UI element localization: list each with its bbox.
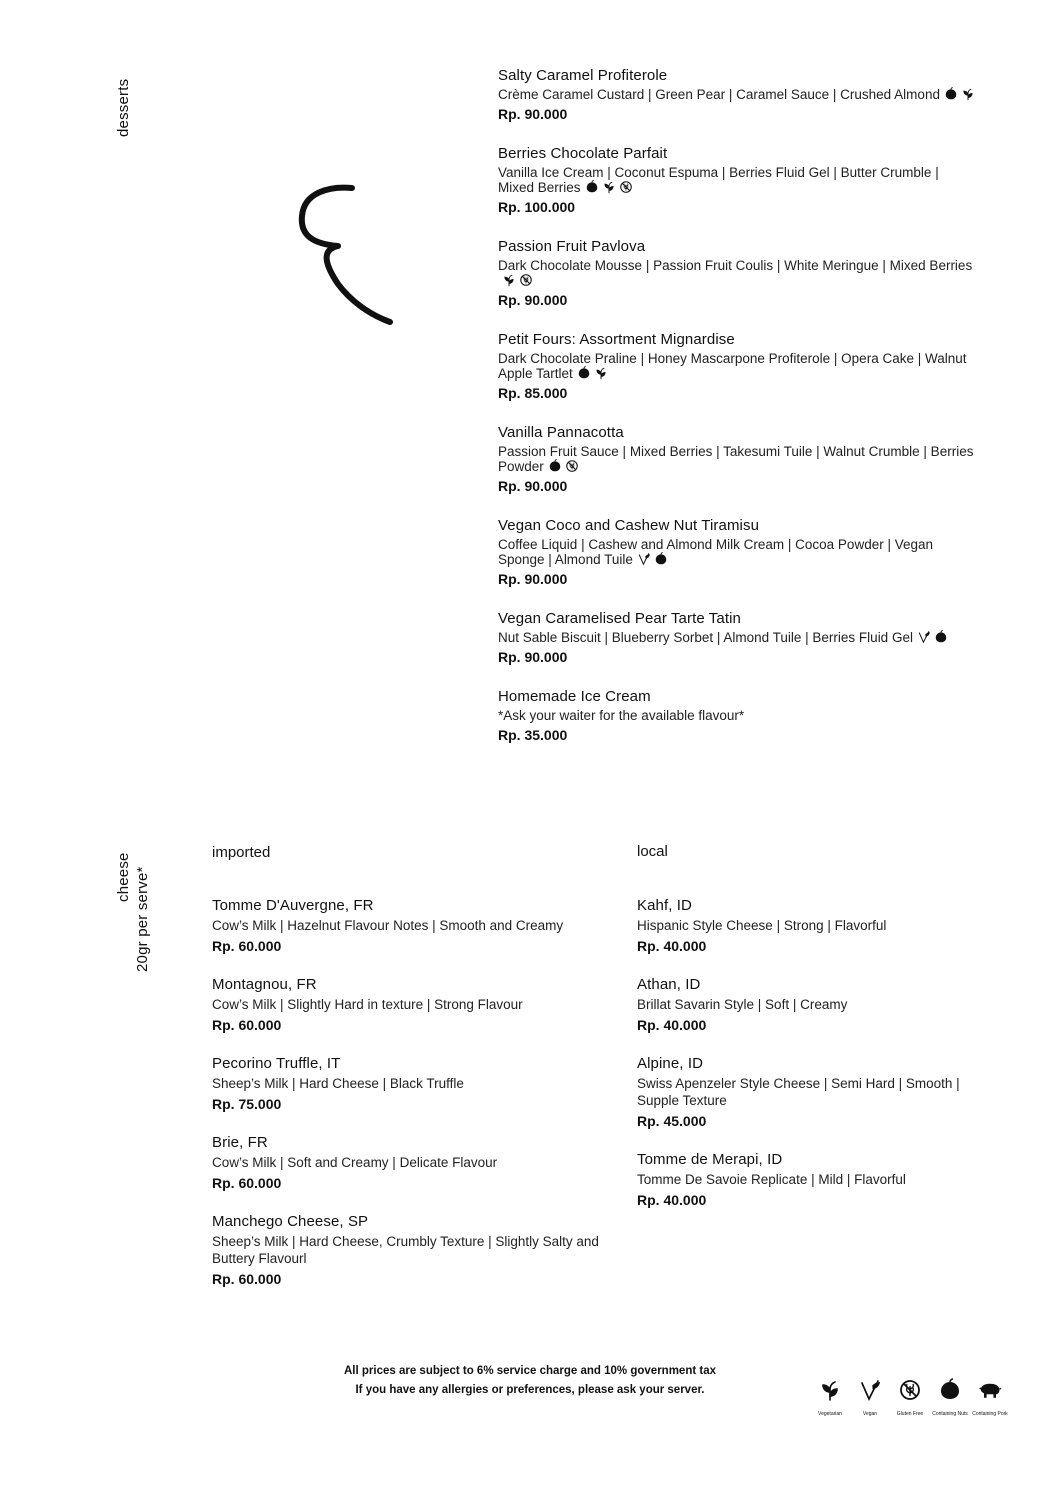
footer-notes — [300, 1362, 760, 1400]
footer-allergy-note: If you have any allergies or preferences, please ask your server. — [355, 1384, 705, 1396]
section-label-desserts: desserts — [115, 78, 132, 137]
item-description — [212, 1075, 602, 1092]
vegan-icon — [917, 630, 931, 644]
item-description — [498, 351, 978, 381]
item-price: Rp. 35.000 — [498, 727, 568, 743]
item-price: Rp. 90.000 — [498, 106, 568, 122]
pork-icon — [978, 1378, 1002, 1407]
item-description — [637, 1171, 982, 1188]
item-description-text: Cow’s Milk | Hazelnut Flavour Notes | Smooth and Creamy — [212, 918, 564, 933]
item-name: Vanilla Pannacotta — [498, 424, 624, 441]
item-description-text: Sheep’s Milk | Hard Cheese | Black Truffle — [212, 1076, 464, 1091]
menu-item — [498, 687, 978, 744]
item-name: Tomme de Merapi, ID — [637, 1151, 783, 1168]
vegetarian-icon — [818, 1378, 842, 1407]
menu-item — [212, 896, 602, 955]
menu-item — [212, 1212, 602, 1288]
vegetarian-icon — [502, 273, 516, 287]
item-name: Vegan Caramelised Pear Tarte Tatin — [498, 610, 741, 627]
item-name: Manchego Cheese, SP — [212, 1213, 369, 1230]
legend-label: Vegetarian — [818, 1411, 842, 1417]
menu-item — [212, 1054, 602, 1113]
item-description-text: Passion Fruit Sauce | Mixed Berries | Takesumi Tuile | Walnut Crumble | Berries Powder — [498, 444, 974, 474]
item-price: Rp. 60.000 — [212, 1017, 282, 1033]
menu-item — [498, 66, 978, 123]
item-price: Rp. 90.000 — [498, 292, 568, 308]
item-name: Berries Chocolate Parfait — [498, 145, 668, 162]
item-description — [637, 996, 982, 1013]
item-description-text: Cow’s Milk | Slightly Hard in texture | Strong Flavour — [212, 997, 523, 1012]
dietary-icons — [548, 459, 579, 473]
item-description-text: Brillat Savarin Style | Soft | Creamy — [637, 997, 848, 1012]
nut-icon — [548, 459, 562, 473]
dietary-icons — [577, 366, 608, 380]
item-price: Rp. 90.000 — [498, 649, 568, 665]
menu-item — [637, 1054, 982, 1130]
menu-item — [498, 423, 978, 495]
item-description — [498, 708, 978, 723]
item-price: Rp. 75.000 — [212, 1096, 282, 1112]
legend-item — [892, 1378, 928, 1417]
vegetarian-icon — [594, 366, 608, 380]
item-description — [212, 1233, 602, 1267]
item-price: Rp. 60.000 — [212, 1175, 282, 1191]
item-price: Rp. 60.000 — [212, 938, 282, 954]
item-description — [212, 1154, 602, 1171]
vegan-icon — [858, 1378, 882, 1407]
item-description — [498, 258, 978, 288]
desserts-list — [498, 66, 978, 765]
menu-item — [498, 516, 978, 588]
item-description-text: Sheep’s Milk | Hard Cheese, Crumbly Texture | Slightly Salty and Buttery Flavourl — [212, 1234, 599, 1266]
menu-item — [637, 1150, 982, 1209]
legend-label: Containing Nuts — [932, 1411, 968, 1417]
item-name: Brie, FR — [212, 1134, 268, 1151]
item-description-text: Dark Chocolate Praline | Honey Mascarpone Profiterole | Opera Cake | Walnut Apple Tartlet — [498, 351, 967, 381]
vegan-icon — [637, 552, 651, 566]
item-name: Kahf, ID — [637, 897, 692, 914]
item-name: Pecorino Truffle, IT — [212, 1055, 341, 1072]
legend-item — [852, 1378, 888, 1417]
item-description — [498, 444, 978, 474]
cheese-local-heading: local — [637, 843, 668, 860]
section-label-cheese: cheese — [115, 852, 132, 902]
item-price: Rp. 40.000 — [637, 1017, 707, 1033]
item-description — [212, 996, 602, 1013]
item-name: Tomme D'Auvergne, FR — [212, 897, 374, 914]
menu-item — [498, 609, 978, 666]
nut-icon — [654, 552, 668, 566]
nut-icon — [944, 87, 958, 101]
legend-item — [812, 1378, 848, 1417]
item-name: Athan, ID — [637, 976, 701, 993]
gluten-free-icon — [619, 180, 633, 194]
item-name: Homemade Ice Cream — [498, 688, 651, 705]
item-price: Rp. 85.000 — [498, 385, 568, 401]
vegetarian-icon — [961, 87, 975, 101]
item-name: Petit Fours: Assortment Mignardise — [498, 331, 735, 348]
legend-label: Gluten Free — [896, 1411, 924, 1417]
item-description-text: Hispanic Style Cheese | Strong | Flavorful — [637, 918, 887, 933]
item-description — [637, 917, 982, 934]
item-price: Rp. 45.000 — [637, 1113, 707, 1129]
gluten-free-icon — [565, 459, 579, 473]
menu-item — [498, 330, 978, 402]
footer-tax-note: All prices are subject to 6% service charge and 10% government tax — [344, 1365, 716, 1377]
dietary-icons — [944, 87, 975, 101]
item-price: Rp. 100.000 — [498, 199, 576, 215]
cheese-imported-list — [212, 896, 602, 1308]
item-description — [212, 917, 602, 934]
gluten-free-icon — [519, 273, 533, 287]
dietary-icons — [585, 180, 633, 194]
nut-icon — [934, 630, 948, 644]
legend-item — [972, 1378, 1008, 1417]
section-label-cheese-serving: 20gr per serve* — [134, 866, 151, 972]
menu-item — [498, 144, 978, 216]
brand-logo-mark — [290, 180, 410, 330]
gluten-free-icon — [898, 1378, 922, 1407]
item-description — [637, 1075, 982, 1109]
menu-item — [212, 975, 602, 1034]
nut-icon — [585, 180, 599, 194]
item-description — [498, 630, 978, 645]
item-description-text: Nut Sable Biscuit | Blueberry Sorbet | Almond Tuile | Berries Fluid Gel — [498, 630, 913, 645]
nut-icon — [938, 1378, 962, 1407]
item-description — [498, 537, 978, 567]
item-name: Montagnou, FR — [212, 976, 317, 993]
item-name: Alpine, ID — [637, 1055, 704, 1072]
cheese-local-list — [637, 896, 982, 1229]
vegetarian-icon — [602, 180, 616, 194]
dietary-legend — [812, 1378, 1008, 1417]
item-price: Rp. 40.000 — [637, 1192, 707, 1208]
menu-item — [498, 237, 978, 309]
item-description-text: Swiss Apenzeler Style Cheese | Semi Hard | Smooth | Supple Texture — [637, 1076, 960, 1108]
item-description-text: Crème Caramel Custard | Green Pear | Caramel Sauce | Crushed Almond — [498, 87, 940, 102]
item-name: Passion Fruit Pavlova — [498, 238, 646, 255]
dietary-icons — [917, 630, 948, 644]
dietary-icons — [637, 552, 668, 566]
item-name: Salty Caramel Profiterole — [498, 67, 668, 84]
item-description-text: Coffee Liquid | Cashew and Almond Milk Cream | Cocoa Powder | Vegan Sponge | Almond Tuile — [498, 537, 934, 567]
legend-item — [932, 1378, 968, 1417]
item-price: Rp. 90.000 — [498, 571, 568, 587]
nut-icon — [577, 366, 591, 380]
menu-item — [212, 1133, 602, 1192]
item-price: Rp. 60.000 — [212, 1271, 282, 1287]
item-description-text: Vanilla Ice Cream | Coconut Espuma | Berries Fluid Gel | Butter Crumble | Mixed Berries — [498, 165, 939, 195]
item-description — [498, 165, 978, 195]
item-name: Vegan Coco and Cashew Nut Tiramisu — [498, 517, 760, 534]
dietary-icons — [502, 273, 533, 287]
legend-label: Vegan — [862, 1411, 878, 1417]
item-description-text: Dark Chocolate Mousse | Passion Fruit Coulis | White Meringue | Mixed Berries — [498, 258, 973, 273]
legend-label: Containing Pork — [972, 1411, 1008, 1417]
item-description-text: *Ask your waiter for the available flavour* — [498, 708, 745, 723]
item-price: Rp. 90.000 — [498, 478, 568, 494]
item-description-text: Cow’s Milk | Soft and Creamy | Delicate Flavour — [212, 1155, 498, 1170]
item-description — [498, 87, 978, 102]
cheese-imported-heading: imported — [212, 844, 271, 861]
menu-item — [637, 975, 982, 1034]
menu-item — [637, 896, 982, 955]
item-price: Rp. 40.000 — [637, 938, 707, 954]
item-description-text: Tomme De Savoie Replicate | Mild | Flavorful — [637, 1172, 906, 1187]
